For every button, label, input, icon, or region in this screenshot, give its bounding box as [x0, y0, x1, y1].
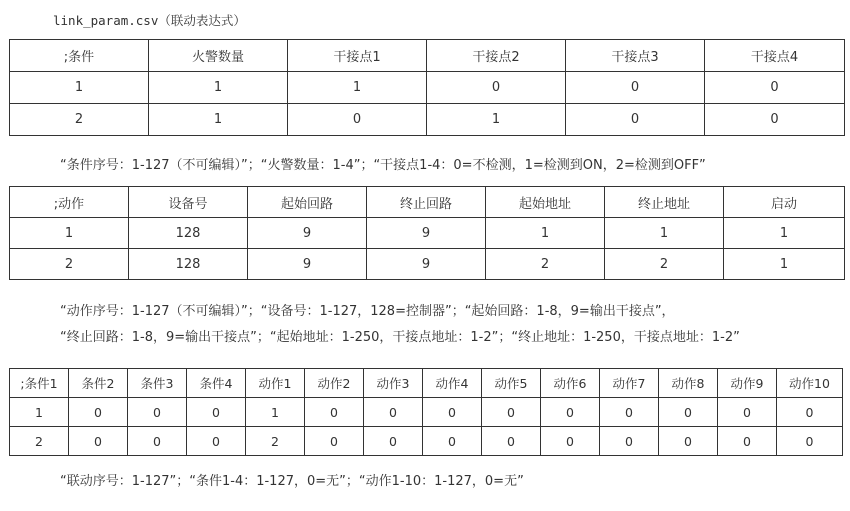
- table-header-row: [10, 187, 845, 218]
- table-cell: 0: [69, 427, 128, 456]
- table-cell: 1: [246, 398, 305, 427]
- column-header: 干接点3: [566, 40, 705, 72]
- column-header: 条件4: [187, 369, 246, 398]
- table-cell: 2: [10, 427, 69, 456]
- table-cell: 0: [187, 398, 246, 427]
- column-header: 火警数量: [149, 40, 288, 72]
- column-header: 干接点1: [288, 40, 427, 72]
- action-table: [9, 186, 845, 280]
- column-header: 干接点2: [427, 40, 566, 72]
- table-cell: 0: [718, 427, 777, 456]
- table-cell: 0: [600, 398, 659, 427]
- document-title: link_param.csv（联动表达式）: [53, 13, 246, 28]
- column-header: 起始回路: [248, 187, 367, 218]
- column-header: 动作6: [541, 369, 600, 398]
- column-header: 动作1: [246, 369, 305, 398]
- column-header: 动作2: [305, 369, 364, 398]
- table-cell: 0: [705, 104, 845, 136]
- table-cell: 1: [427, 104, 566, 136]
- table-cell: 9: [248, 218, 367, 249]
- table-cell: 0: [187, 427, 246, 456]
- table-cell: 1: [724, 218, 845, 249]
- table-cell: 0: [427, 72, 566, 104]
- action-note-line-2: “终止回路：1-8，9=输出干接点”；“起始地址：1-250，干接点地址：1-2”；“终止地址：1-250，干接点地址：1-2”: [60, 330, 740, 345]
- table-header-row: [10, 40, 845, 72]
- table-row: [10, 218, 845, 249]
- table-cell: 0: [423, 398, 482, 427]
- column-header: 动作3: [364, 369, 423, 398]
- table-cell: 2: [605, 249, 724, 280]
- table-cell: 9: [367, 249, 486, 280]
- table-cell: 1: [486, 218, 605, 249]
- table-cell: 2: [10, 249, 129, 280]
- table-row: [10, 398, 843, 427]
- column-header: 动作4: [423, 369, 482, 398]
- column-header: 终止地址: [605, 187, 724, 218]
- column-header: 动作7: [600, 369, 659, 398]
- table-cell: 0: [777, 398, 843, 427]
- table-cell: 1: [605, 218, 724, 249]
- table-cell: 0: [541, 398, 600, 427]
- table-cell: 0: [718, 398, 777, 427]
- column-header: 设备号: [129, 187, 248, 218]
- table-cell: 128: [129, 218, 248, 249]
- table-cell: 1: [10, 398, 69, 427]
- column-header: 起始地址: [486, 187, 605, 218]
- condition-table: [9, 39, 845, 136]
- table-cell: 1: [149, 104, 288, 136]
- column-header: 动作10: [777, 369, 843, 398]
- table-row: [10, 72, 845, 104]
- table-row: [10, 427, 843, 456]
- table-cell: 2: [486, 249, 605, 280]
- table-cell: 2: [246, 427, 305, 456]
- table-cell: 9: [367, 218, 486, 249]
- condition-note: “条件序号：1-127（不可编辑）”；“火警数量：1-4”；“干接点1-4：0=不检测，1=检测到ON，2=检测到OFF”: [60, 158, 706, 173]
- table-cell: 0: [482, 398, 541, 427]
- column-header: 动作9: [718, 369, 777, 398]
- table-cell: 0: [705, 72, 845, 104]
- column-header: ;条件: [10, 40, 149, 72]
- table-row: [10, 249, 845, 280]
- table-cell: 0: [541, 427, 600, 456]
- table-cell: 0: [566, 72, 705, 104]
- column-header: ;动作: [10, 187, 129, 218]
- table-cell: 0: [305, 398, 364, 427]
- column-header: 动作8: [659, 369, 718, 398]
- column-header: ;条件1: [10, 369, 69, 398]
- column-header: 条件2: [69, 369, 128, 398]
- table-cell: 0: [482, 427, 541, 456]
- table-row: [10, 104, 845, 136]
- table-cell: 9: [248, 249, 367, 280]
- action-note-line-1: “动作序号：1-127（不可编辑）”；“设备号：1-127，128=控制器”；“起始回路：1-8，9=输出干接点”，: [60, 304, 675, 319]
- table-cell: 0: [777, 427, 843, 456]
- table-cell: 1: [10, 218, 129, 249]
- table-cell: 128: [129, 249, 248, 280]
- table-cell: 1: [288, 72, 427, 104]
- table-cell: 0: [659, 398, 718, 427]
- column-header: 终止回路: [367, 187, 486, 218]
- table-cell: 0: [69, 398, 128, 427]
- table-cell: 0: [305, 427, 364, 456]
- column-header: 动作5: [482, 369, 541, 398]
- table-cell: 1: [149, 72, 288, 104]
- table-cell: 0: [423, 427, 482, 456]
- table-cell: 0: [364, 398, 423, 427]
- linkage-note: “联动序号：1-127”；“条件1-4：1-127，0=无”；“动作1-10：1-127，0=无”: [60, 474, 524, 489]
- table-cell: 0: [659, 427, 718, 456]
- table-cell: 0: [600, 427, 659, 456]
- table-cell: 1: [724, 249, 845, 280]
- table-cell: 0: [128, 427, 187, 456]
- linkage-table: [9, 368, 843, 456]
- table-cell: 0: [364, 427, 423, 456]
- table-cell: 2: [10, 104, 149, 136]
- table-cell: 1: [10, 72, 149, 104]
- table-cell: 0: [288, 104, 427, 136]
- column-header: 干接点4: [705, 40, 845, 72]
- column-header: 启动: [724, 187, 845, 218]
- table-cell: 0: [128, 398, 187, 427]
- column-header: 条件3: [128, 369, 187, 398]
- table-header-row: [10, 369, 843, 398]
- table-cell: 0: [566, 104, 705, 136]
